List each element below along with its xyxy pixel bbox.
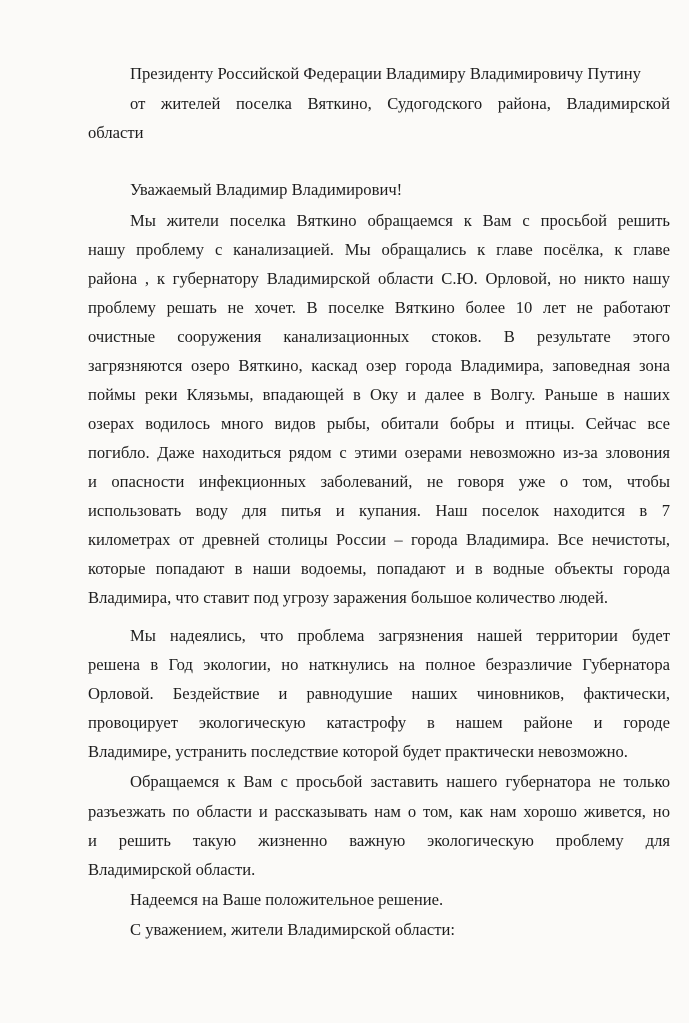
paragraph-line: поймы реки Клязьмы, впадающей в Оку и далее в Волгу. Раньше в наших xyxy=(88,385,670,404)
paragraph-line: нашу проблему с канализацией. Мы обращались к главе посёлка, к главе xyxy=(88,240,670,259)
paragraph-line: Владимира, что ставит под угрозу заражения большое количество людей. xyxy=(88,588,609,607)
paragraph-line: погибло. Даже находиться рядом с этими озерами невозможно из-за зловония xyxy=(88,443,670,462)
paragraph-line: Орловой. Бездействие и равнодушие наших чиновников, фактически, xyxy=(88,684,670,703)
paragraph-line: озерах водилось много видов рыбы, обитали бобры и птицы. Сейчас все xyxy=(88,414,670,433)
paragraph-line: района , к губернатору Владимирской области С.Ю. Орловой, но никто нашу xyxy=(88,269,670,288)
paragraph-line: которые попадают в наши водоемы, попадают и в водные объекты города xyxy=(88,559,670,578)
addressee-line: Президенту Российской Федерации Владимиру Владимировичу Путину xyxy=(130,64,641,83)
salutation: Уважаемый Владимир Владимирович! xyxy=(130,180,403,199)
paragraph-line: и опасности инфекционных заболеваний, не говоря уже о том, чтобы xyxy=(88,472,670,491)
paragraph-line: Владимире, устранить последствие которой будет практически невозможно. xyxy=(88,742,628,761)
paragraph-line: загрязняются озеро Вяткино, каскад озер города Владимира, заповедная зона xyxy=(88,356,670,375)
paragraph-line: очистные сооружения канализационных стоков. В результате этого xyxy=(88,327,670,346)
closing-line: Надеемся на Ваше положительное решение. xyxy=(130,890,444,909)
addressee-line: области xyxy=(88,123,144,142)
paragraph-line: проблему решать не хочет. В поселке Вяткино более 10 лет не работают xyxy=(88,298,670,317)
paragraph-line: использовать воду для питья и купания. Наш поселок находится в 7 xyxy=(88,501,670,520)
paragraph-line: километрах от древней столицы России – города Владимира. Все нечистоты, xyxy=(88,530,670,549)
paragraph-line: провоцирует экологическую катастрофу в нашем районе и городе xyxy=(88,713,670,732)
addressee-line: от жителей поселка Вяткино, Судогодского района, Владимирской xyxy=(130,94,670,113)
paragraph-line: Мы жители поселка Вяткино обращаемся к Вам с просьбой решить xyxy=(130,211,670,230)
paragraph-line: Обращаемся к Вам с просьбой заставить нашего губернатора не только xyxy=(130,772,670,791)
paragraph-line: разъезжать по области и рассказывать нам о том, как нам хорошо живется, но xyxy=(88,802,670,821)
paragraph-line: и решить такую жизненно важную экологическую проблему для xyxy=(88,831,670,850)
closing-line: С уважением, жители Владимирской области: xyxy=(130,920,456,939)
paragraph-line: Мы надеялись, что проблема загрязнения нашей территории будет xyxy=(130,626,670,645)
paragraph-line: решена в Год экологии, но наткнулись на полное безразличие Губернатора xyxy=(88,655,670,674)
paragraph-line: Владимирской области. xyxy=(88,860,256,879)
